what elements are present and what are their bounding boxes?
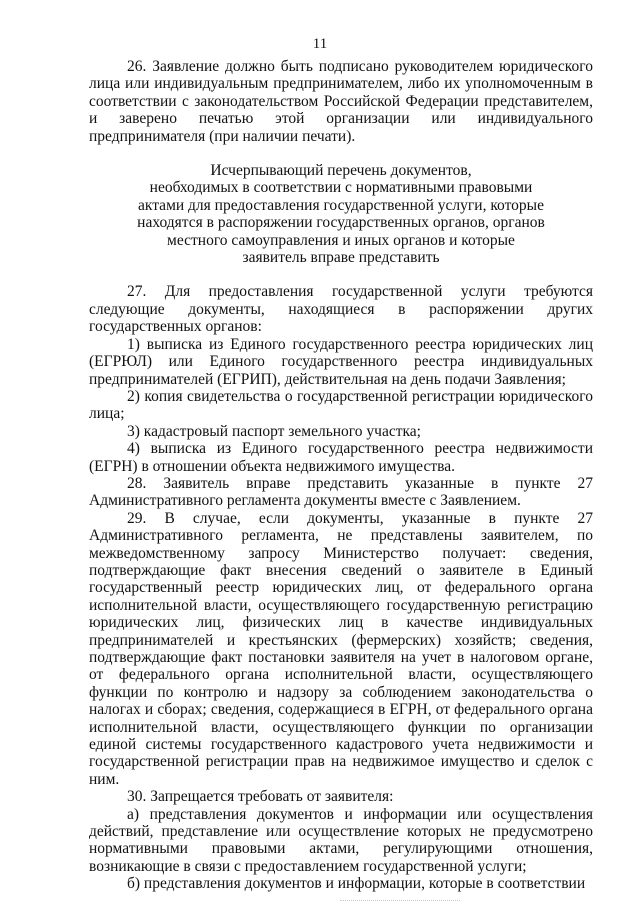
paragraph-30-item-a: а) представления документов и информации или осуществления действий, представление или осуществление которых не предусмотрено нормативными правовыми актами, регулирующими отношения, возникающие в связи с предоставлением государственной услуги; bbox=[89, 805, 593, 875]
heading-line: местного самоуправления и иных органов и которые bbox=[167, 231, 515, 249]
paragraph-27-item-1: 1) выписка из Единого государственного реестра юридических лиц (ЕГРЮЛ) или Единого государственного реестра индивидуальных предпринимателей (ЕГРИП), действительная на день подачи Заявления; bbox=[89, 335, 593, 388]
spacer bbox=[89, 266, 593, 283]
heading-line: Исчерпывающий перечень документов, bbox=[210, 162, 472, 180]
paragraph-27-item-4: 4) выписка из Единого государственного реестра недвижимости (ЕГРН) в отношении объекта недвижимого имущества. bbox=[89, 440, 593, 475]
paragraph-28: 28. Заявитель вправе представить указанные в пункте 27 Административного регламента документы вместе с Заявлением. bbox=[89, 474, 593, 510]
paragraph-27: 27. Для предоставления государственной услуги требуются следующие документы, находящиеся в распоряжении других государственных органов: bbox=[89, 283, 593, 336]
paragraph-30: 30. Запрещается требовать от заявителя: bbox=[127, 788, 394, 806]
spacer bbox=[89, 145, 593, 162]
paragraph-27-item-3: 3) кадастровый паспорт земельного участка; bbox=[127, 422, 421, 440]
paragraph-29: 29. В случае, если документы, указанные в пункте 27 Административного регламента, не представлены заявителем, по межведомственному запросу Министерство получает: сведения, подтверждающие факт внесения сведений о заявителе в Единый государственный реестр юридических лиц, от федерального органа исполнительной власти, осуществляющего государственную регистрацию юридических лиц, физических лиц в качестве индивидуальных предпринимателей и крестьянских (фермерских) хозяйств; сведения, подтверждающие факт постановки заявителя на учет в налоговом органе, от федерального органа исполнительной власти, осуществляющего функции по контролю и надзору за соблюдением законодательства о налогах и сборах; сведения, содержащиеся в ЕГРН, от федерального органа исполнительной власти, осуществляющего функции по организации единой системы государственного кадастрового учета недвижимости и государственной регистрации прав на недвижимое имущество и сделок с ним. bbox=[89, 509, 593, 788]
heading-line: заявитель вправе представить bbox=[242, 249, 440, 267]
paragraph-26: 26. Заявление должно быть подписано руководителем юридического лица или индивидуальным предпринимателем, либо их уполномоченным в соответствии с законодательством Российской Федерации представителем, и заверено печатью этой организации или индивидуального предпринимателя (при наличии печати). bbox=[89, 58, 593, 145]
heading-line: необходимых в соответствии с нормативными правовыми bbox=[149, 179, 533, 197]
paragraph-30-item-b: б) представления документов и информации, которые в соответствии bbox=[127, 875, 586, 893]
heading-line: находятся в распоряжении государственных органов, органов bbox=[137, 214, 545, 232]
paragraph-27-item-2: 2) копия свидетельства о государственной регистрации юридического лица; bbox=[89, 387, 593, 423]
section-heading bbox=[89, 162, 593, 266]
heading-line: актами для предоставления государственной услуги, которые bbox=[138, 196, 544, 214]
document-body bbox=[89, 58, 593, 893]
page-number: 11 bbox=[312, 36, 328, 52]
scan-artifact bbox=[340, 897, 460, 901]
